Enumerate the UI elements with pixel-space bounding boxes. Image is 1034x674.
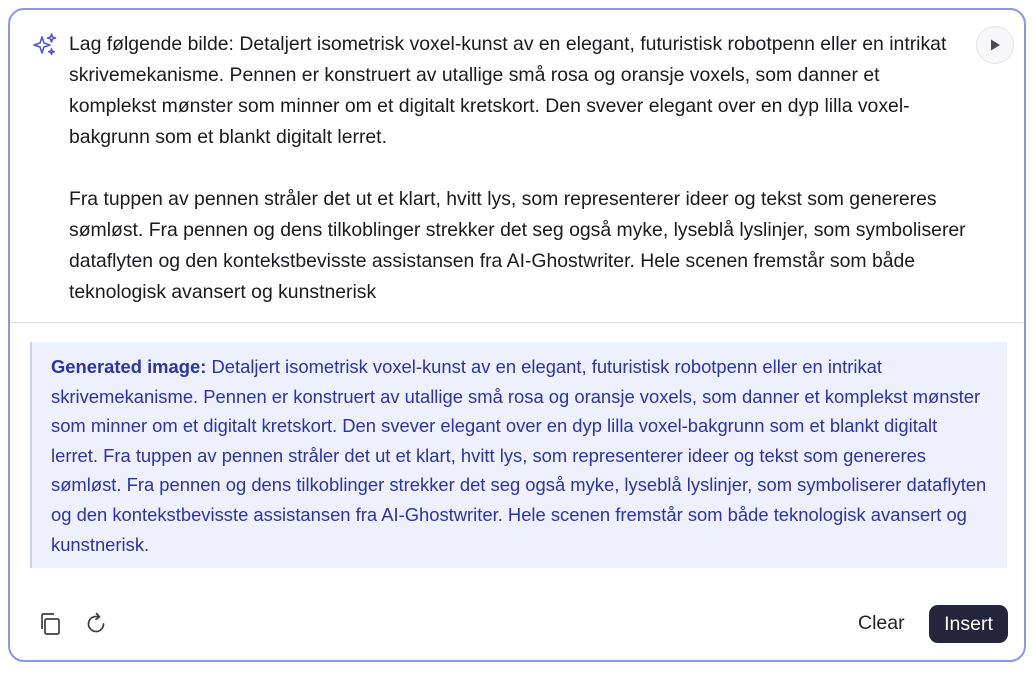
footer-toolbar bbox=[10, 600, 1024, 650]
insert-button[interactable]: Insert bbox=[929, 605, 1008, 643]
prompt-area[interactable] bbox=[10, 10, 1024, 323]
sparkle-icon bbox=[32, 32, 58, 58]
result-text: Detaljert isometrisk voxel-kunst av en elegant, futuristisk robotpenn eller en intrikat skrivemekanisme. Pennen er konstruert av utallige små rosa og oransje voxels, som danner et komplekst mønster som minner om et digitalt kretskort. Den svever elegant over en dyp lilla voxel-bakgrunn som et blankt digitalt lerret. Fra tuppen av pennen stråler det ut et klart, hvitt lys, som representerer ideer og tekst som genereres sømløst. Fra pennen og dens tilkoblinger strekker det seg også myke, lyseblå lyslinjer, som symboliserer dataflyten og den kontekstbevisste assistansen fra AI-Ghostwriter. Hele scenen fremstår som både teknologisk avansert og kunstnerisk. bbox=[51, 356, 987, 555]
prompt-paragraph-1: Lag følgende bilde: Detaljert isometrisk voxel-kunst av en elegant, futuristisk robotpenn eller en intrikat skrivemekanisme. Pennen er konstruert av utallige små rosa og oransje voxels, som danner et komplekst mønster som minner om et digitalt kretskort. Den svever elegant over en dyp lilla voxel-bakgrunn som et blankt digitalt lerret. bbox=[69, 33, 947, 148]
prompt-text[interactable] bbox=[69, 29, 969, 339]
play-button[interactable] bbox=[976, 26, 1014, 64]
result-label: Generated image: bbox=[51, 356, 207, 377]
copy-icon[interactable] bbox=[38, 612, 62, 636]
refresh-icon[interactable] bbox=[83, 611, 109, 637]
play-icon bbox=[988, 38, 1002, 52]
ai-image-prompt-card bbox=[8, 8, 1026, 662]
clear-button[interactable]: Clear bbox=[846, 606, 917, 640]
prompt-paragraph-2: Fra tuppen av pennen stråler det ut et klart, hvitt lys, som representerer ideer og tekst som genereres sømløst. Fra pennen og dens tilkoblinger strekker det seg også myke, lyseblå lyslinjer, som symboliserer dataflyten og den kontekstbevisste assistansen fra AI-Ghostwriter. Hele scenen fremstår som både teknologisk avansert og kunstnerisk bbox=[69, 188, 966, 303]
generated-image-result bbox=[30, 342, 1007, 568]
